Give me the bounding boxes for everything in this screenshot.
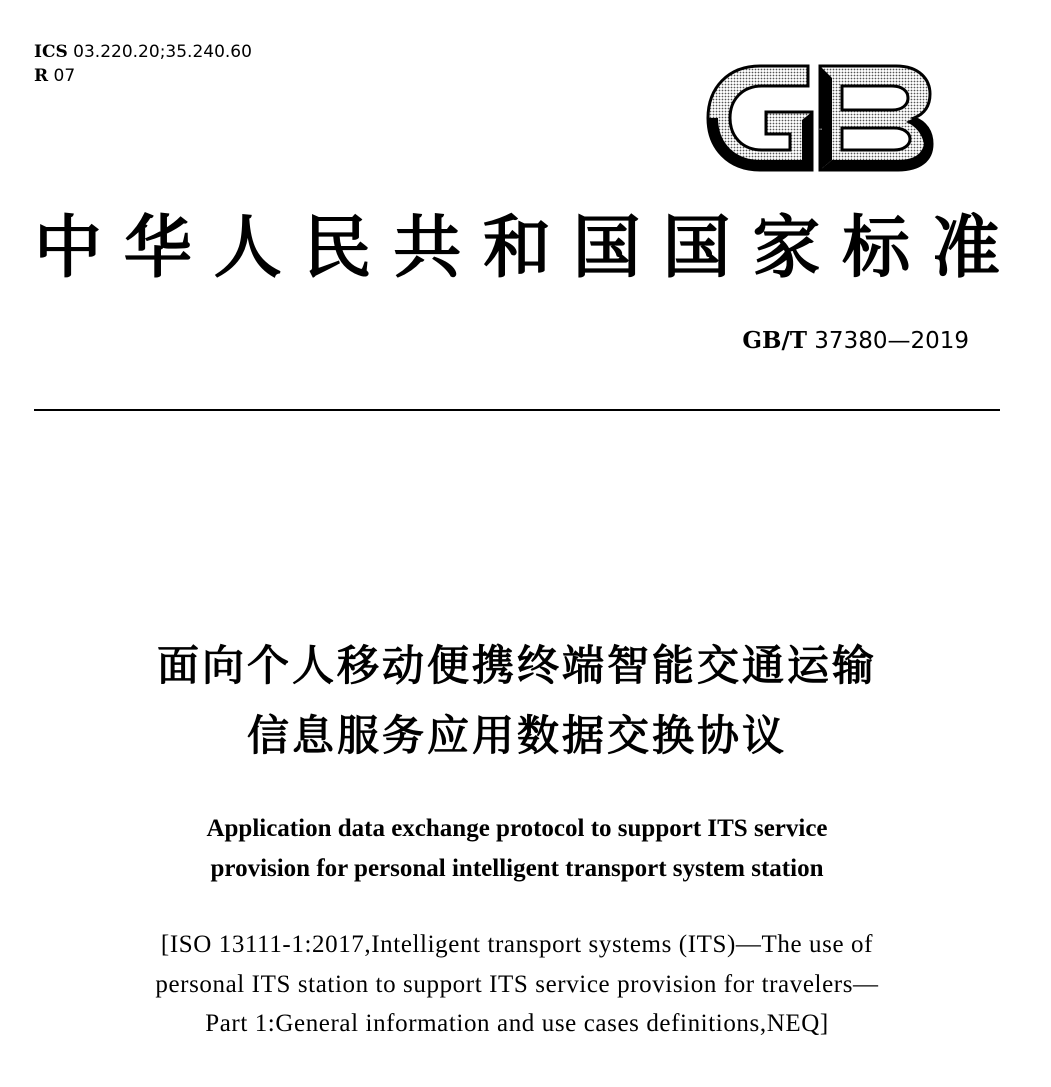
standard-number (742, 326, 969, 356)
national-standard-title (34, 208, 1000, 288)
national-title-char: 共 (393, 208, 462, 288)
title-en-line1: Application data exchange protocol to support ITS service (206, 815, 828, 842)
ics-label: ICS (34, 42, 68, 62)
iso-reference-line3: Part 1:General information and use cases definitions,NEQ] (205, 1010, 829, 1037)
national-title-char: 人 (213, 208, 282, 288)
iso-reference-line2: personal ITS station to support ITS service provision for travelers— (155, 971, 879, 998)
ccs-code: 07 (53, 66, 76, 86)
national-title-char: 和 (482, 208, 551, 288)
national-title-char: 民 (303, 208, 372, 288)
national-title-char: 国 (662, 208, 731, 288)
title-en-line2: provision for personal intelligent transport system station (210, 855, 824, 882)
national-title-char: 准 (931, 208, 1000, 288)
gb-logo (700, 56, 938, 180)
ccs-label: R (34, 66, 49, 86)
logo-letter-g (708, 66, 812, 170)
ics-line (34, 40, 252, 64)
logo-letter-b (820, 66, 932, 170)
ccs-line (34, 64, 252, 88)
ics-code: 03.220.20;35.240.60 (73, 42, 252, 62)
title-cn-line1: 面向个人移动便携终端智能交通运输 (156, 641, 877, 690)
standard-prefix: GB/T (742, 327, 807, 354)
classification-codes (34, 40, 252, 88)
national-title-char: 家 (752, 208, 821, 288)
iso-reference-line1: [ISO 13111-1:2017,Intelligent transport systems (ITS)—The use of (160, 931, 874, 958)
header-divider (34, 409, 1000, 411)
national-title-char: 中 (34, 208, 103, 288)
national-title-char: 标 (842, 208, 911, 288)
standard-code: 37380—2019 (814, 328, 969, 354)
logo-text: GB (819, 129, 823, 131)
title-cn-line2: 信息服务应用数据交换协议 (246, 711, 787, 760)
national-title-char: 华 (123, 208, 192, 288)
national-title-char: 国 (572, 208, 641, 288)
